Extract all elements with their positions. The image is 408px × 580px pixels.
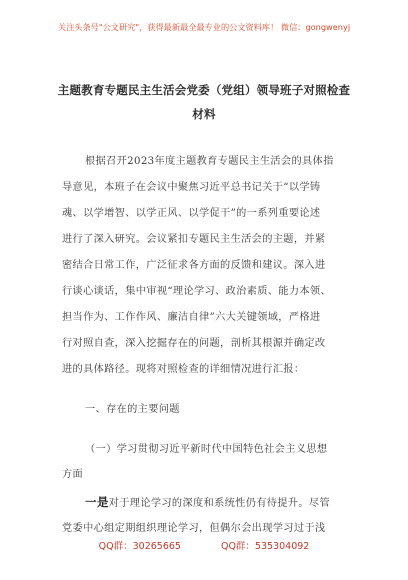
- subsection-heading-line: （一）学习贯彻习近平新时代中国特色社会主义思想: [85, 444, 328, 455]
- body-text-line: [85, 494, 330, 510]
- footer-qq-group-2: QQ群：535304092: [220, 541, 310, 552]
- body-text-line: 行谈心谈话，集中审视“理论学习、政治素质、能力本领、: [62, 286, 331, 297]
- body-text-line: 党委中心组定期组织理论学习，但偶尔会出现学习过于浅: [62, 523, 326, 534]
- body-text-line: 密结合日常工作，广泛征求各方面的反馈和建议。深入进: [62, 260, 326, 271]
- emphasis-lead-word: 一是: [85, 495, 109, 509]
- body-text-fragment: 对于理论学习的深度和系统性仍有待提升。尽管: [108, 498, 330, 509]
- body-text-line: 进的具体路径。现将对照检查的详细情况进行汇报：: [62, 364, 305, 375]
- document-title-line-1: 主题教育专题民主生活会党委（党组）领导班子对照检查: [57, 83, 351, 97]
- body-text-line: 担当作为、工作作风、廉洁自律”六大关键领域，严格进: [62, 312, 321, 323]
- subsection-heading-line: 方面: [62, 469, 84, 480]
- body-text-line: 导意见，本班子在会议中聚焦习近平总书记关于“以学铸: [62, 182, 321, 193]
- section-heading: 一、存在的主要问题: [85, 404, 180, 415]
- footer-contact: [0, 538, 408, 552]
- body-text-line: 根据召开2023年度主题教育专题民主生活会的具体指: [85, 156, 334, 167]
- header-note: 关注头条号"公文研究"，获得最新最全最专业的公文资料库！ 微信：gongwenyj: [57, 22, 351, 32]
- document-title-line-2: 材料: [192, 107, 216, 121]
- body-text-line: 进行了深入研究。会议紧扣专题民主生活会的主题，并紧: [62, 234, 326, 245]
- footer-qq-group-1: QQ群：30265665: [98, 541, 181, 552]
- body-text-line: 行对照自查，深入挖掘存在的问题，剖析其根源并确定改: [62, 338, 326, 349]
- body-text-line: 魂、以学增智、以学正风、以学促干”的一系列重要论述: [62, 208, 321, 219]
